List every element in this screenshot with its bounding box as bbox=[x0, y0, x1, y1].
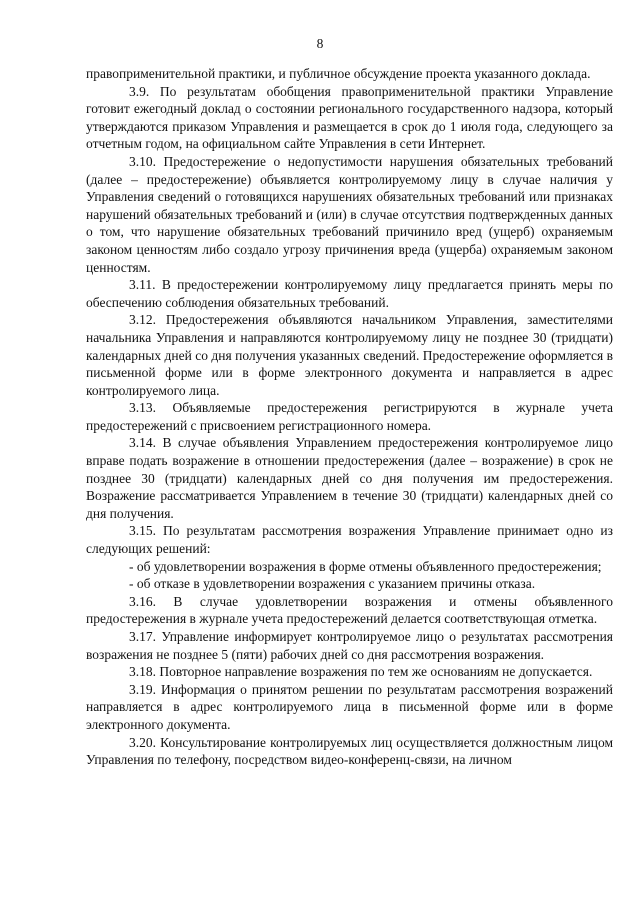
paragraph-3-17: 3.17. Управление информирует контролируемое лицо о результатах рассмотрения возражения не позднее 5 (пяти) рабочих дней со дня рассмотрения возражения. bbox=[86, 629, 613, 662]
paragraph: правоприменительной практики, и публичное обсуждение проекта указанного доклада. bbox=[86, 66, 591, 81]
paragraph-3-11: 3.11. В предостережении контролируемому лицу предлагается принять меры по обеспечению соблюдения обязательных требований. bbox=[86, 277, 613, 310]
list-item-refuse: - об отказе в удовлетворении возражения с указанием причины отказа. bbox=[129, 576, 536, 592]
list-item-satisfy: - об удовлетворении возражения в форме отмены объявленного предостережения; bbox=[129, 558, 602, 574]
paragraph-3-9: 3.9. По результатам обобщения правоприменительной практики Управление готовит ежегодный доклад о состоянии регионального государственного надзора, который утверждаются приказом Управления и размещается в срок до 1 июля года, следующего за отчетным годом, на официальном сайте Управления в сети Интернет. bbox=[86, 83, 613, 152]
paragraph-3-12: 3.12. Предостережения объявляются начальником Управления, заместителями начальника Управления и направляются контролируемому лицу не позднее 30 (тридцати) календарных дней со дня получения указанных сведений. Предостережение оформляется в письменной форме или в форме электронного документа и направляется в адрес контролируемого лица. bbox=[86, 312, 613, 398]
paragraph-3-15: 3.15. По результатам рассмотрения возражения Управление принимает одно из следующих решений: bbox=[86, 523, 613, 557]
page-number: 8 bbox=[316, 36, 324, 51]
paragraph-3-10: 3.10. Предостережение о недопустимости нарушения обязательных требований (далее – предостережение) объявляется контролируемому лицу в случае наличия у Управления сведений о готовящихся нарушениях обязательных требований или признаках нарушений обязательных требований и (или) в случае отсутствия подтвержденных данных о том, что нарушение обязательных требований причинило вред (ущерб) охраняемым законом ценностям либо создало угрозу причинения вреда (ущерба) охраняемым законом ценностям. bbox=[86, 153, 613, 275]
document-body bbox=[86, 65, 613, 769]
paragraph-3-13: 3.13. Объявляемые предостережения регистрируются в журнале учета предостережений с присвоением регистрационного номера. bbox=[86, 400, 613, 433]
paragraph-3-14: 3.14. В случае объявления Управлением предостережения контролируемое лицо вправе подать возражение в отношении предостережения (далее – возражение) в срок не позднее 30 (тридцати) календарных дней со дня получения им предостережения. Возражение рассматривается Управлением в течение 30 (тридцати) календарных дней со дня получения. bbox=[86, 435, 613, 521]
paragraph-3-19: 3.19. Информация о принятом решении по результатам рассмотрения возражений направляется в адрес контролируемого лица в письменной форме или в форме электронного документа. bbox=[86, 681, 613, 732]
paragraph-3-20: 3.20. Консультирование контролируемых лиц осуществляется должностным лицом Управления по телефону, посредством видео-конференц-связи, на личном bbox=[86, 734, 613, 768]
paragraph-3-16: 3.16. В случае удовлетворении возражения и отмены объявленного предостережения в журнале учета предостережений делается соответствующая отметка. bbox=[86, 593, 613, 627]
paragraph-3-18: 3.18. Повторное направление возражения по тем же основаниям не допускается. bbox=[129, 664, 593, 680]
